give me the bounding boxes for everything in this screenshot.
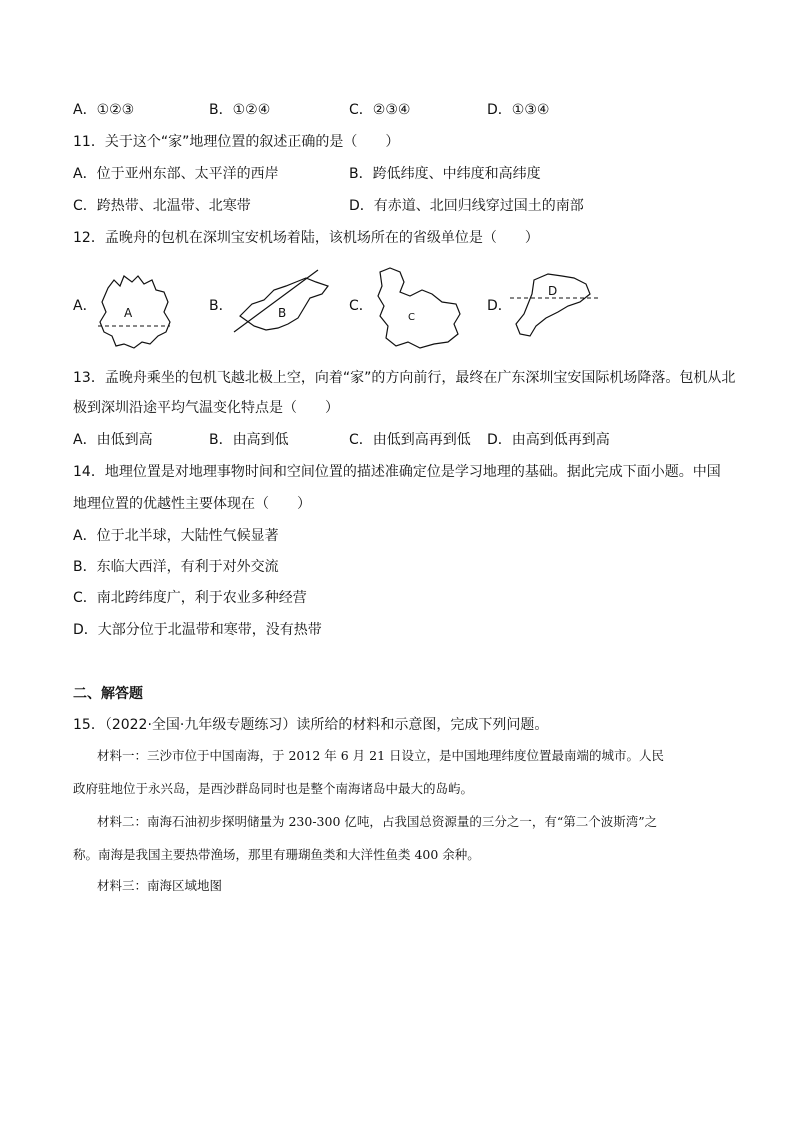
q10-option-c: C．②③④ bbox=[349, 102, 411, 118]
q11-stem: 11．关于这个“家”地理位置的叙述正确的是（ ） bbox=[73, 134, 400, 150]
q11-option-a: A．位于亚州东部、太平洋的西岸 bbox=[73, 166, 279, 182]
q14-option-a: A．位于北半球，大陆性气候显著 bbox=[73, 528, 279, 544]
map-label-a: A bbox=[124, 306, 133, 320]
map-label-c: C bbox=[408, 312, 415, 323]
material3: 材料三：南海区域地图 bbox=[97, 878, 223, 893]
q12-stem: 12．孟晚舟的包机在深圳宝安机场着陆，该机场所在的省级单位是（ ） bbox=[73, 230, 539, 246]
q13-stem-line2: 极到深圳沿途平均气温变化特点是（ ） bbox=[73, 400, 339, 416]
section-heading: 二、解答题 bbox=[73, 686, 143, 702]
q13-stem-line1: 13．孟晚舟乘坐的包机飞越北极上空，向着“家”的方向前行，最终在广东深圳宝安国际机场降落。包机从北 bbox=[73, 370, 736, 386]
q14-stem-line2: 地理位置的优越性主要体现在（ ） bbox=[73, 496, 311, 512]
material1-line2: 政府驻地位于永兴岛，是西沙群岛同时也是整个南海诸岛中最大的岛屿。 bbox=[73, 781, 474, 796]
map-label-d: D bbox=[548, 284, 558, 298]
province-map-c bbox=[370, 266, 466, 352]
province-map-b bbox=[230, 266, 336, 352]
q10-option-d: D．①③④ bbox=[487, 102, 550, 118]
q14-option-b: B．东临大西洋，有利于对外交流 bbox=[73, 559, 279, 575]
q11-option-b: B．跨低纬度、中纬度和高纬度 bbox=[349, 166, 541, 182]
q13-option-c: C．由低到高再到低 bbox=[349, 432, 471, 448]
province-map-d bbox=[508, 266, 602, 352]
material1-line1: 材料一：三沙市位于中国南海，于 2012 年 6 月 21 日设立，是中国地理纬度位置最南端的城市。人民 bbox=[97, 748, 665, 763]
q12-option-b: B． bbox=[209, 298, 233, 314]
q13-option-d: D．由高到低再到高 bbox=[487, 432, 610, 448]
q12-option-a: A． bbox=[73, 298, 97, 314]
q12-option-d: D． bbox=[487, 298, 512, 314]
q10-option-b: B．①②④ bbox=[209, 102, 271, 118]
q12-option-c: C． bbox=[349, 298, 373, 314]
q14-option-d: D．大部分位于北温带和寒带，没有热带 bbox=[73, 622, 322, 638]
map-label-b: B bbox=[278, 306, 287, 320]
q13-option-a: A．由低到高 bbox=[73, 432, 153, 448]
q14-stem-line1: 14．地理位置是对地理事物时间和空间位置的描述准确定位是学习地理的基础。据此完成下面小题。中国 bbox=[73, 464, 721, 480]
q13-option-b: B．由高到低 bbox=[209, 432, 289, 448]
q10-option-a: A．①②③ bbox=[73, 102, 135, 118]
q14-option-c: C．南北跨纬度广，利于农业多种经营 bbox=[73, 590, 307, 606]
material2-line1: 材料二：南海石油初步探明储量为 230-300 亿吨，占我国总资源量的三分之一，有“第二个波斯湾”之 bbox=[97, 814, 658, 829]
q11-option-c: C．跨热带、北温带、北寒带 bbox=[73, 198, 251, 214]
province-map-a bbox=[94, 266, 174, 352]
q11-option-d: D．有赤道、北回归线穿过国土的南部 bbox=[349, 198, 584, 214]
material2-line2: 称。南海是我国主要热带渔场，那里有珊瑚鱼类和大洋性鱼类 400 余种。 bbox=[73, 847, 480, 862]
q15-stem: 15．（2022·全国·九年级专题练习）读所给的材料和示意图，完成下列问题。 bbox=[73, 717, 549, 733]
